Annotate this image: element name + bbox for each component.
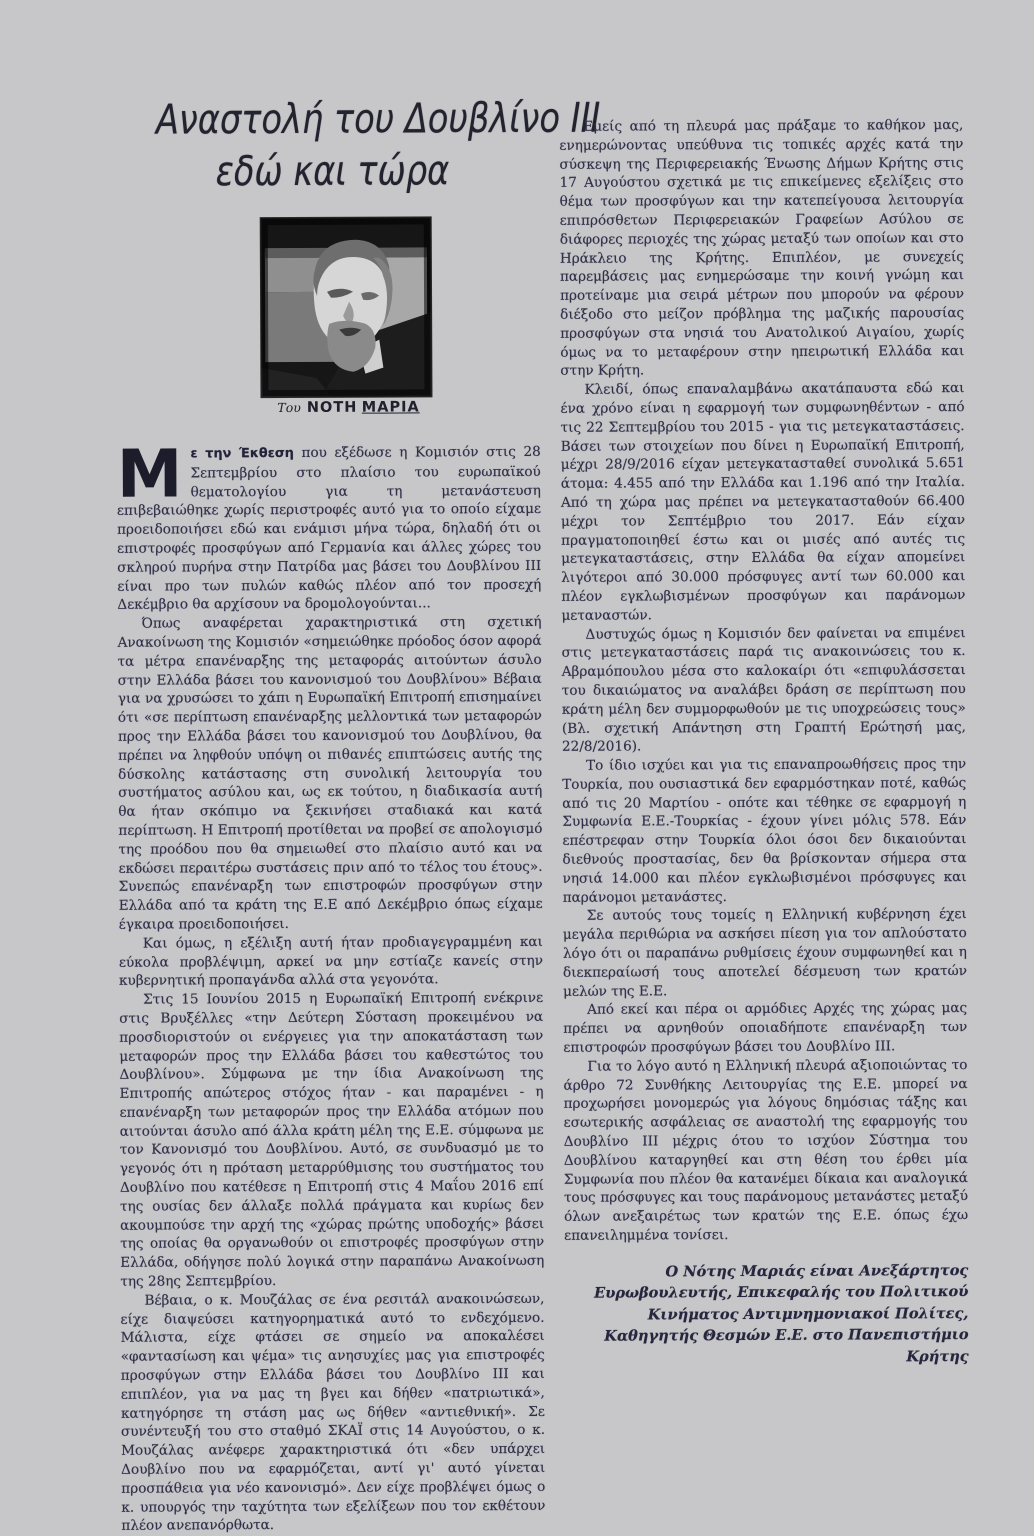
article-title-line2: εδώ και τώρα <box>215 146 450 196</box>
byline-prefix: Του <box>277 399 301 416</box>
author-bio-line: Ευρωβουλευτής, Επικεφαλής του Πολιτικού <box>594 1283 969 1302</box>
paragraph: Και όμως, η εξέλιξη αυτή ήταν προδιαγεγραμμένη και εύκολα προβλέψιμη, αρκεί να μην εστίαζε κανείς στην κυβερνητική προπαγάνδα αλλά στα γεγονότα. <box>118 933 543 990</box>
paragraph: Για το λόγο αυτό η Ελληνική πλευρά αξιοποιώντας το άρθρο 72 Συνθήκης Λειτουργίας της Ε.Ε. μπορεί να προχωρήσει μονομερώς για λόγους δημόσιας τάξης και εσωτερικής ασφάλειας σε αναστολή της εφαρμογής του Δουβλίνο III μέχρις ότου το ισχύον Σύστημα του Δουβλίνου καταργηθεί και στη θέση του έρθει μία Συμφωνία που πλέον θα κατανέμει δίκαια και αναλογικά τους πρόσφυγες και τους παράνομους μετανάστες μεταξύ όλων ανεξαιρέτως των κρατών της Ε.Ε. όπως έχω επανειλημμένα τονίσει. <box>563 1056 969 1244</box>
byline-name: ΝΟΤΗ <box>306 399 358 416</box>
article-title <box>155 92 601 198</box>
paragraph: Βέβαια, ο κ. Μουζάλας σε ένα ρεσιτάλ ανακοινώσεων, είχε διαψεύσει κατηγορηματικά αυτό το ενδεχόμενο. Μάλιστα, είχε φτάσει σε σημείο να αποκαλέσει «φαντασίωση και ψέμα» τις ανησυχίες μας για επιστροφές προσφύγων στην Ελλάδα βάσει του Δουβλίνο III και επιπλέον, για να μας τη βγει και δήθεν «πατριωτικά», κατηγόρησε τη στάση μας ως δήθεν «αντιεθνική». Σε συνέντευξή του στο σταθμό ΣΚΑΪ στις 14 Αυγούστου, ο κ. Μουζάλας ανέφερε χαρακτηριστικά ότι «δεν υπάρχει Δουβλίνο που να εφαρμόζεται, αντί γι' αυτό γίνεται προσπάθεια για νέο κανονισμό». Δεν είχε προβλέψει όμως ο κ. υπουργός την ταχύτητα των εξελίξεων που τον εκθέτουν πλέον ανεπανόρθωτα. <box>120 1290 546 1535</box>
lead-bold-intro: ε την Έκθεση <box>190 445 294 462</box>
article-title-line1: Αναστολή του Δουβλίνο III <box>155 93 601 144</box>
paragraph: Το ίδιο ισχύει και για τις επαναπροωθήσεις προς την Τουρκία, που ουσιαστικά δεν εφαρμόστηκαν ποτέ, καθώς από τις 20 Μαρτίου - οπότε και τέθηκε σε εφαρμογή η Συμφωνία Ε.Ε.-Τουρκίας - έχουν γίνει μόλις 578. Εάν επέστρεφαν στην Τουρκία όλοι όσοι δεν δικαιούνται διεθνούς προστασίας, δεν θα βρίσκονταν σήμερα στα νησιά 14.000 και πλέον εγκλωβισμένοι πρόσφυγες και παράνομοι μετανάστες. <box>562 756 967 906</box>
author-photo <box>261 217 432 397</box>
article-column-right <box>559 116 968 1369</box>
dropcap-letter: Μ <box>116 435 183 513</box>
byline-surname: ΜΑΡΙΑ <box>361 399 420 416</box>
author-bio-line: Κινήματος Αντιμνημονιακοί Πολίτες, <box>647 1304 969 1324</box>
paragraph: Στις 15 Ιουνίου 2015 η Ευρωπαϊκή Επιτροπή ενέκρινε στις Βρυξέλλες «την Δεύτερη Σύσταση προκειμένου να προσδιοριστούν οι ενέργειες για την αποκατάσταση των μεταφορών προς την Ελλάδα βάσει του καθεστώτος του Δουβλίνου». Σύμφωνα με την ίδια Ανακοίνωση της Επιτροπής απώτερος στόχος ήταν - και παραμένει - η επανέναρξη των μεταφορών προς την Ελλάδα ατόμων που αιτούνται άσυλο από άλλα κράτη μέλη της Ε.Ε. σύμφωνα με τον Κανονισμό του Δουβλίνου. Αυτό, σε συνδυασμό με το γεγονός ότι η πρόταση μεταρρύθμισης του συστήματος του Δουβλίνο που κατέθεσε η Επιτροπή στις 4 Μαΐου 2016 επί της ουσίας δεν άλλαξε πολλά πράγματα και κυρίως δεν ακουμπούσε την αρχή της «χώρας πρώτης υποδοχής» βάσει της οποίας θα οργανωθούν οι επιστροφές προσφύγων στην Ελλάδα, οδήγησε πολύ λογικά στην παραπάνω Ανακοίνωση της 28ης Σεπτεμβρίου. <box>119 989 545 1290</box>
paragraph: Από εκεί και πέρα οι αρμόδιες Αρχές της χώρας μας πρέπει να αρνηθούν οποιαδήποτε επανέναρξη των επιστροφών προσφύγων βάσει του Δουβλίνο III. <box>563 1000 968 1056</box>
author-bio-line: Καθηγητής Θεσμών Ε.Ε. στο Πανεπιστήμιο Κρήτης <box>604 1326 969 1366</box>
paragraph: Κλειδί, όπως επαναλαμβάνω ακατάπαυστα εδώ και ένα χρόνο είναι η εφαρμογή των συμφωνηθέντων - από τις 22 Σεπτεμβρίου του 2015 - για τις μετεγκαταστάσεις. Βάσει των στοιχείων που δίνει η Ευρωπαϊκή Επιτροπή, μέχρι 28/9/2016 είχαν μετεγκατασταθεί συνολικά 5.651 άτομα: 4.455 από την Ελλάδα και 1.196 από την Ιταλία. Από τη χώρα μας πρέπει να μετεγκατασταθούν 66.400 μέχρι τον Σεπτέμβριο του 2017. Εάν είχαν πραγματοποιηθεί έστω και οι μισές από αυτές τις μετεγκαταστάσεις, στην Ελλάδα θα είχαν απομείνει λιγότεροι από 30.000 πρόσφυγες αντί των 60.000 και πλέον εγκλωβισμένων προσφύγων και παράνομων μεταναστών. <box>560 380 966 624</box>
author-bio-line: Ο Νότης Μαριάς είναι Ανεξάρτητος <box>665 1261 969 1281</box>
lead-paragraph <box>116 435 542 615</box>
paragraph: Όπως αναφέρεται χαρακτηριστικά στη σχετική Ανακοίνωση της Κομισιόν «σημειώθηκε πρόοδος όσον αφορά τα μέτρα επανέναρξης της μεταφοράς αιτούντων άσυλο στην Ελλάδα βάσει του κανονισμού του Δουβλίνου» Βέβαια για να χρυσώσει το χάπι η Ευρωπαϊκή Επιτροπή επισημαίνει ότι «σε περίπτωση επανέναρξης μελλοντικά των μεταφορών προς την Ελλάδα βάσει του κανονισμού του Δουβλίνου, θα πρέπει να ληφθούν υπόψη οι πιθανές επιπτώσεις αυτής της δύσκολης κατάστασης στη συνολική λειτουργία του συστήματος ασύλου και, ως εκ τούτου, η διαδικασία αυτή θα ήταν σκόπιμο να ξεκινήσει σταδιακά και κατά περίπτωση. Η Επιτροπή προτίθεται να προβεί σε απολογισμό της προόδου που θα σημειωθεί στο πλαίσιο αυτό και να εκδώσει περαιτέρω συστάσεις πριν από το τέλος του έτους». Συνεπώς επανέναρξη των επιστροφών προσφύγων στην Ελλάδα από τα κράτη της Ε.Ε από Δεκέμβριο όπως είχαμε έγκαιρα προειδοποιήσει. <box>117 614 543 933</box>
article-column-left <box>116 435 546 1536</box>
lead-text: που εξέδωσε η Κομισιόν στις 28 Σεπτεμβρίου στο πλαίσιο του ευρωπαϊκού θεματολογίου για τη μετανάστευση επιβεβαιώθηκε χωρίς περιστροφές αυτό για το οποίο είχαμε προειδοποιήσει εδώ και ενάμισι μήνα τώρα, δηλαδή ότι οι επιστροφές προσφύγων από Γερμανία και άλλες χώρες του σκληρού πυρήνα στην Πατρίδα μας βάσει του Δουβλίνου III είναι προ των πυλών καθώς πλέον από τον προσεχή Δεκέμβριο θα αρχίσουν να δρομολογούνται... <box>116 443 542 614</box>
paragraph: Εμείς από τη πλευρά μας πράξαμε το καθήκον μας, ενημερώνοντας υπεύθυνα τις τοπικές αρχές κατά την σύσκεψη της Περιφερειακής Ένωσης Δήμων Κρήτης στις 17 Αυγούστου σχετικά με τις επικείμενες εξελίξεις στο θέμα των προσφύγων και την κατεπείγουσα λειτουργία επιπρόσθετων Περιφερειακών Γραφείων Ασύλου σε διάφορες περιοχές της χώρας μεταξύ των οποίων και στο Ηράκλειο της Κρήτης. Επιπλέον, με συνεχείς παρεμβάσεις μας ενημερώσαμε την κοινή γνώμη και προτείναμε μια σειρά μέτρων που μπορούν να φέρουν διέξοδο στο μείζον πρόβλημα της μαζικής παρουσίας προσφύγων στα νησιά του Ανατολικού Αιγαίου, χωρίς όμως να το μεταφέρουν στην ηπειρωτική Ελλάδα και στην Κρήτη. <box>559 117 965 380</box>
author-portrait-photo-icon <box>261 217 432 397</box>
paragraph: Δυστυχώς όμως η Κομισιόν δεν φαίνεται να επιμένει στις μετεγκαταστάσεις παρά τις ανακοινώσεις του κ. Αβραμόπουλου μέσα στο καλοκαίρι ότι «επιφυλάσσεται του δικαιώματος να αναλάβει δράση σε περίπτωση που κράτη μέλη δεν συμμορφωθούν με τις υποχρεώσεις τους» (Βλ. σχετική Απάντηση στη Γραπτή Ερώτησή μας, 22/8/2016). <box>561 624 966 756</box>
byline <box>209 399 489 416</box>
paragraph: Σε αυτούς τους τομείς η Ελληνική κυβέρνηση έχει μεγάλα περιθώρια να ασκήσει πίεση για τον απλούστατο λόγο ότι οι παραπάνω ρυθμίσεις έχουν συμφωνηθεί και η διεκπεραίωσή τους αποτελεί δέσμευση των κρατών μελών της Ε.Ε. <box>562 906 968 1000</box>
author-bio <box>564 1260 968 1369</box>
